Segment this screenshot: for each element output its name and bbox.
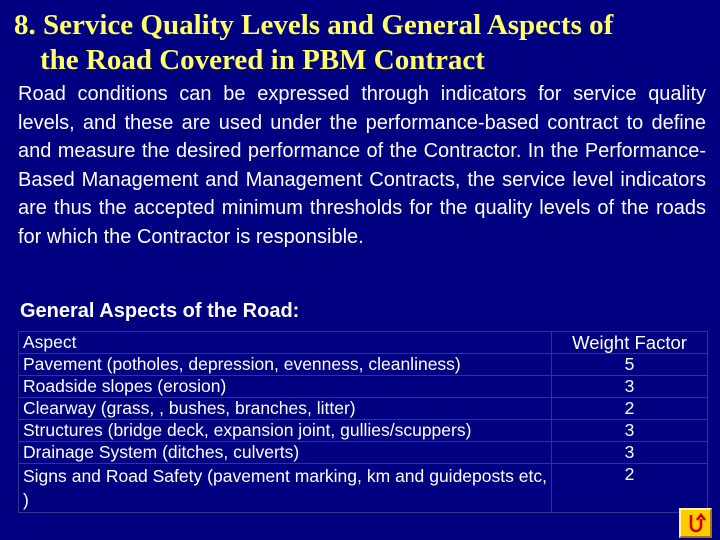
aspect-cell: Structures (bridge deck, expansion joint, gullies/scuppers) [19, 420, 552, 442]
return-arrow-icon [685, 512, 707, 534]
table-row [19, 464, 708, 513]
aspect-cell: Signs and Road Safety (pavement marking, km and guideposts etc, ) [19, 464, 552, 513]
weight-cell: 2 [552, 398, 708, 420]
table-row [19, 376, 708, 398]
table-row [19, 442, 708, 464]
aspects-table [18, 331, 708, 513]
intro-paragraph: Road conditions can be expressed through indicators for service quality levels, and these are used under the performance-based contract to define and measure the desired performance of the Contractor. In the Performance-Based Management and Management Contracts, the service level indicators are thus the accepted minimum thresholds for the quality levels of the roads for which the Contractor is responsible. [18, 83, 706, 248]
aspect-cell: Clearway (grass, , bushes, branches, litter) [19, 398, 552, 420]
weight-cell: 5 [552, 354, 708, 376]
aspect-cell: Roadside slopes (erosion) [19, 376, 552, 398]
general-aspects-heading: General Aspects of the Road: [20, 300, 300, 322]
table-row [19, 354, 708, 376]
table-row [19, 398, 708, 420]
weight-column-header: Weight Factor [552, 332, 708, 354]
weight-cell: 2 [552, 464, 708, 513]
table-header-row [19, 332, 708, 354]
slide-title [14, 8, 714, 78]
aspect-cell: Drainage System (ditches, culverts) [19, 442, 552, 464]
weight-cell: 3 [552, 376, 708, 398]
table-row [19, 420, 708, 442]
weight-cell: 3 [552, 420, 708, 442]
return-button[interactable] [679, 508, 712, 538]
aspect-column-header: Aspect [19, 332, 552, 354]
slide-title-line-2: the Road Covered in PBM Contract [40, 44, 485, 76]
slide-title-line-1: 8. Service Quality Levels and General Aspects of [14, 9, 614, 41]
weight-cell: 3 [552, 442, 708, 464]
aspect-cell: Pavement (potholes, depression, evenness, cleanliness) [19, 354, 552, 376]
